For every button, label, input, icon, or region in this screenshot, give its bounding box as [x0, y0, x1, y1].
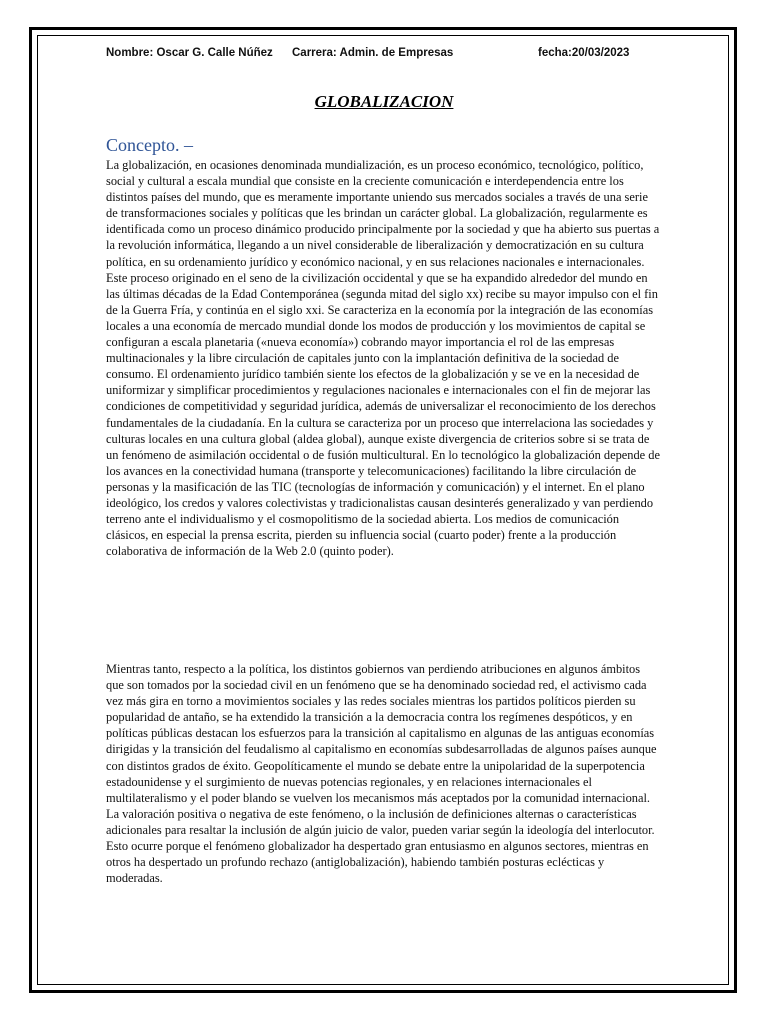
document-header	[106, 47, 666, 65]
document-title: GLOBALIZACION	[314, 92, 454, 111]
section-heading: Concepto. –	[106, 135, 193, 155]
paragraph-1: La globalización, en ocasiones denominada mundialización, es un proceso económico, tecnológico, político, social y cultural a escala mundial que consiste en la creciente comunicación e interdependencia entre los distintos países del mundo, que es meramente importante uniendo sus mercados sociales a través de una serie de transformaciones sociales y políticas que les brindan un carácter global. La globalización, regularmente es identificada como un proceso dinámico producido principalmente por la sociedad y que ha abierto sus puertas a la revolución informática, llegando a un nivel considerable de liberalización y democratización en su cultura política, en su ordenamiento jurídico y económico nacional, y en sus relaciones nacionales e internacionales. Este proceso originado en el seno de la civilización occidental y que se ha expandido alrededor del mundo en las últimas décadas de la Edad Contemporánea (segunda mitad del siglo xx) recibe su mayor impulso con el fin de la Guerra Fría, y continúa en el siglo xxi. Se caracteriza en la economía por la integración de las economías locales a una economía de mercado mundial donde los modos de producción y los movimientos de capital se configuran a escala planetaria («nueva economía») cobrando mayor importancia el rol de las empresas multinacionales y la libre circulación de capitales junto con la implantación definitiva de la sociedad de consumo. El ordenamiento jurídico también siente los efectos de la globalización y se ve en la necesidad de uniformizar y simplificar procedimientos y regulaciones nacionales e internacionales con el fin de mejorar las condiciones de competitividad y seguridad jurídica, además de universalizar el reconocimiento de los derechos fundamentales de la ciudadanía. En la cultura se caracteriza por un proceso que interrelaciona las sociedades y culturas locales en una cultura global (aldea global), aunque existe divergencia de criterios sobre si se trata de un fenómeno de asimilación occidental o de fusión multicultural. En lo tecnológico la globalización depende de los avances en la conectividad humana (transporte y telecomunicaciones) facilitando la libre circulación de personas y la masificación de las TIC (tecnologías de información y comunicación) y el internet. En el plano ideológico, los credos y valores colectivistas y tradicionalistas causan desinterés generalizado y van perdiendo terreno ante el individualismo y el cosmopolitismo de la sociedad abierta. Los medios de comunicación clásicos, en especial la prensa escrita, pierden su influencia social (cuarto poder) frente a la producción colaborativa de información de la Web 2.0 (quinto poder).	[106, 158, 660, 559]
student-name: Nombre: Oscar G. Calle Núñez	[106, 47, 273, 59]
date-label: fecha:20/03/2023	[538, 47, 630, 59]
paragraph-2: Mientras tanto, respecto a la política, los distintos gobiernos van perdiendo atribuciones en algunos ámbitos que son tomados por la sociedad civil en un fenómeno que se ha denominado sociedad red, el activismo cada vez más gira en torno a movimientos sociales y las redes sociales mientras los partidos políticos pierden su popularidad de antaño, se ha extendido la transición a la democracia contra los regímenes despóticos, y en políticas públicas destacan los esfuerzos para la transición al capitalismo en algunas de las antiguas economías dirigidas y la transición del feudalismo al capitalismo en economías subdesarrolladas de algunos países aunque con distintos grados de éxito. Geopolíticamente el mundo se debate entre la unipolaridad de la superpotencia estadounidense y el surgimiento de nuevas potencias regionales, y en relaciones internacionales el multilateralismo y el poder blando se vuelven los mecanismos más aceptados por la comunidad internacional. La valoración positiva o negativa de este fenómeno, o la inclusión de definiciones alternas o características adicionales para resaltar la inclusión de algún juicio de valor, pueden variar según la ideología del interlocutor. Esto ocurre porque el fenómeno globalizador ha despertado gran entusiasmo en algunos sectores, mientras en otros ha despertado un profundo rechazo (antiglobalización), habiendo también posturas eclécticas y moderadas.	[106, 662, 657, 886]
career-label: Carrera: Admin. de Empresas	[292, 47, 454, 59]
